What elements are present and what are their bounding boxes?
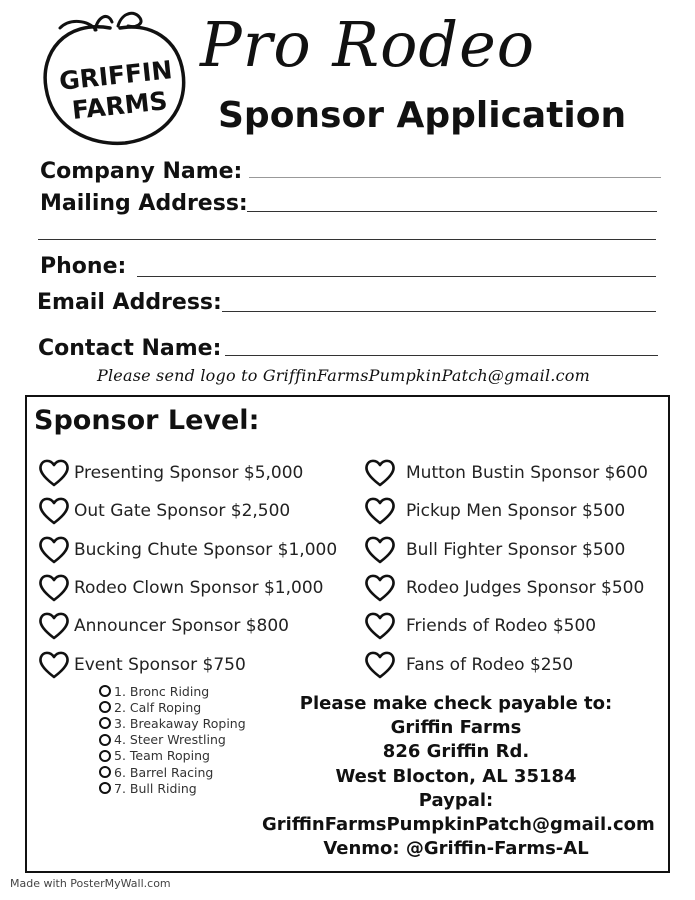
payment-line-2: Griffin Farms — [390, 717, 522, 739]
heart-checkbox-icon[interactable] — [38, 535, 70, 565]
event-option-label: 1. Bronc Riding — [114, 683, 210, 699]
company-name-label: Company Name: — [40, 159, 243, 184]
circle-checkbox-icon[interactable] — [99, 685, 111, 697]
sponsor-option-right-4[interactable] — [364, 573, 644, 603]
circle-checkbox-icon[interactable] — [99, 734, 111, 746]
company-name-field[interactable] — [249, 177, 661, 178]
sponsor-option-label: Pickup Men Sponsor $500 — [406, 501, 626, 521]
sponsor-option-left-5[interactable] — [38, 611, 289, 641]
event-option-7[interactable] — [99, 780, 246, 796]
logo-text-1: GRIFFIN — [57, 55, 174, 96]
sponsor-option-label: Bucking Chute Sponsor $1,000 — [74, 540, 338, 560]
event-option-4[interactable] — [99, 732, 246, 748]
payment-line-3: 826 Griffin Rd. — [382, 741, 530, 763]
mailing-address-field[interactable] — [247, 211, 657, 212]
sponsor-option-right-6[interactable] — [364, 650, 573, 680]
sponsor-option-right-1[interactable] — [364, 458, 648, 488]
heart-checkbox-icon[interactable] — [364, 650, 396, 680]
footer-credit: Made with PosterMyWall.com — [10, 877, 171, 890]
event-option-label: 4. Steer Wrestling — [114, 732, 226, 748]
heart-checkbox-icon[interactable] — [38, 650, 70, 680]
event-option-1[interactable] — [99, 683, 246, 699]
circle-checkbox-icon[interactable] — [99, 750, 111, 762]
heart-checkbox-icon[interactable] — [364, 458, 396, 488]
event-option-label: 6. Barrel Racing — [114, 764, 214, 780]
phone-label: Phone: — [40, 254, 127, 279]
griffin-farms-logo — [40, 8, 190, 148]
mailing-address-field-2[interactable] — [38, 239, 656, 240]
sponsor-option-label: Fans of Rodeo $250 — [406, 655, 574, 675]
heart-checkbox-icon[interactable] — [364, 573, 396, 603]
circle-checkbox-icon[interactable] — [99, 782, 111, 794]
sponsor-option-label: Event Sponsor $750 — [74, 655, 246, 675]
email-field[interactable] — [222, 311, 656, 312]
sponsor-option-label: Presenting Sponsor $5,000 — [74, 463, 304, 483]
sponsor-option-label: Announcer Sponsor $800 — [74, 616, 289, 636]
circle-checkbox-icon[interactable] — [99, 717, 111, 729]
payment-line-5: Paypal: — [418, 789, 494, 811]
heart-checkbox-icon[interactable] — [38, 458, 70, 488]
heart-checkbox-icon[interactable] — [364, 535, 396, 565]
heart-checkbox-icon[interactable] — [364, 496, 396, 526]
sponsor-option-left-1[interactable] — [38, 458, 303, 488]
contact-name-label: Contact Name: — [38, 336, 222, 361]
payment-line-7: Venmo: @Griffin-Farms-AL — [323, 838, 589, 860]
payment-info — [262, 692, 655, 861]
sponsor-option-right-3[interactable] — [364, 535, 625, 565]
heart-checkbox-icon[interactable] — [38, 496, 70, 526]
sponsor-option-left-2[interactable] — [38, 496, 290, 526]
sponsor-option-left-3[interactable] — [38, 535, 337, 565]
heart-checkbox-icon[interactable] — [38, 611, 70, 641]
event-option-2[interactable] — [99, 699, 246, 715]
sponsor-option-right-5[interactable] — [364, 611, 596, 641]
event-option-label: 7. Bull Riding — [114, 780, 197, 796]
page-title: Pro Rodeo — [200, 8, 536, 81]
event-option-3[interactable] — [99, 715, 246, 731]
sponsor-option-label: Rodeo Judges Sponsor $500 — [406, 578, 645, 598]
event-option-label: 5. Team Roping — [114, 748, 210, 764]
phone-field[interactable] — [137, 276, 656, 277]
sponsor-level-title: Sponsor Level: — [34, 405, 260, 436]
payment-line-4: West Blocton, AL 35184 — [335, 765, 577, 787]
sponsor-option-right-2[interactable] — [364, 496, 625, 526]
payment-line-6: GriffinFarmsPumpkinPatch@gmail.com — [262, 814, 655, 836]
sponsor-option-left-6[interactable] — [38, 650, 246, 680]
logo-text-2: FARMS — [70, 86, 169, 125]
event-list — [99, 683, 246, 796]
circle-checkbox-icon[interactable] — [99, 766, 111, 778]
sponsor-option-label: Bull Fighter Sponsor $500 — [406, 540, 626, 560]
sponsor-option-label: Mutton Bustin Sponsor $600 — [406, 463, 648, 483]
circle-checkbox-icon[interactable] — [99, 701, 111, 713]
contact-name-field[interactable] — [225, 355, 658, 356]
sponsor-option-label: Out Gate Sponsor $2,500 — [74, 501, 291, 521]
sponsor-option-label: Rodeo Clown Sponsor $1,000 — [74, 578, 324, 598]
sponsor-option-left-4[interactable] — [38, 573, 323, 603]
logo-email-note: Please send logo to GriffinFarmsPumpkinPatch@gmail.com — [97, 366, 590, 385]
heart-checkbox-icon[interactable] — [364, 611, 396, 641]
event-option-6[interactable] — [99, 764, 246, 780]
page-subtitle: Sponsor Application — [218, 95, 627, 136]
email-label: Email Address: — [37, 290, 222, 315]
payment-line-1: Please make check payable to: — [299, 693, 613, 714]
event-option-5[interactable] — [99, 748, 246, 764]
mailing-address-label: Mailing Address: — [40, 191, 248, 216]
heart-checkbox-icon[interactable] — [38, 573, 70, 603]
sponsor-option-label: Friends of Rodeo $500 — [406, 616, 597, 636]
event-option-label: 3. Breakaway Roping — [114, 715, 246, 731]
event-option-label: 2. Calf Roping — [114, 699, 202, 715]
